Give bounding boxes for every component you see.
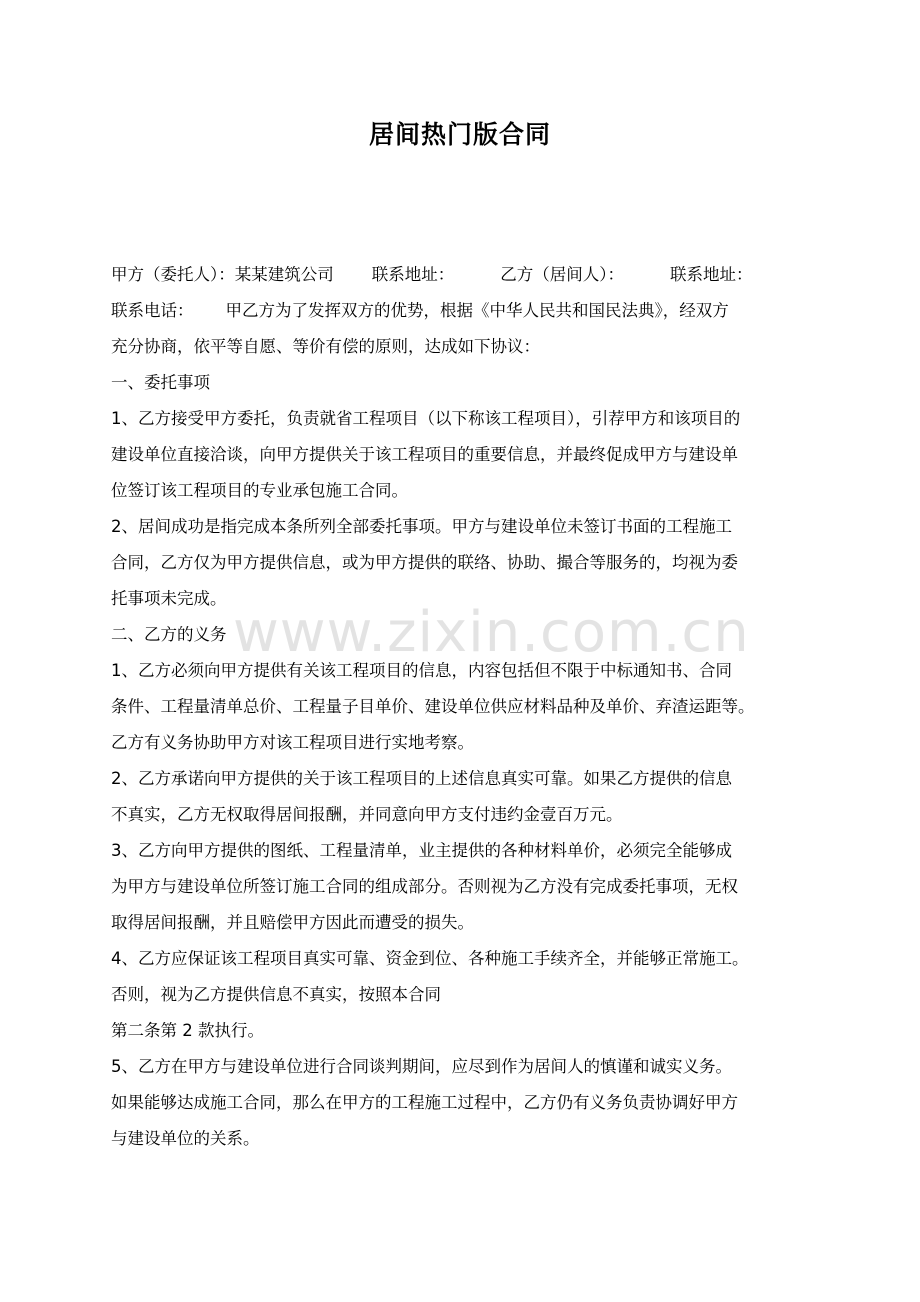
body-line: 建设单位直接洽谈，向甲方提供关于该工程项目的重要信息，并最终促成甲方与建设单 [111,445,738,464]
body-line: 托事项未完成。 [111,589,227,608]
party-a-label: 甲方（委托人）：某某建筑公司 [111,265,334,284]
phone-label: 联系电话： [111,301,194,320]
body-line: 充分协商，依平等自愿、等价有偿的原则，达成如下协议： [111,337,540,356]
body-line: 为甲方与建设单位所签订施工合同的组成部分。否则视为乙方没有完成委托事项，无权 [111,877,738,896]
party-a-address-label: 联系地址： [371,265,455,284]
body-line: 第二条第 2 款执行。 [111,1021,264,1040]
body-line: 条件、工程量清单总价、工程量子目单价、建设单位供应材料品种及单价、弃渣运距等。 [111,697,755,716]
party-b-label: 乙方（居间人）： [500,265,624,284]
body-line: 2、居间成功是指完成本条所列全部委托事项。甲方与建设单位未签订书面的工程施工 [111,517,732,536]
body-line: 合同，乙方仅为甲方提供信息，或为甲方提供的联络、协助、撮合等服务的，均视为委 [111,553,738,572]
contract-body [111,257,827,1157]
body-line: 1、乙方接受甲方委托，负责就省工程项目（以下称该工程项目），引荐甲方和该项目的 [111,409,741,428]
watermark: www.zixin.com.cn [233,600,750,665]
body-line: 如果能够达成施工合同，那么在甲方的工程施工过程中，乙方仍有义务负责协调好甲方 [111,1093,738,1112]
body-line: 5、乙方在甲方与建设单位进行合同谈判期间，应尽到作为居间人的慎谨和诚实义务。 [111,1057,732,1076]
body-line: 取得居间报酬，并且赔偿甲方因此而遭受的损失。 [111,913,474,932]
party-info-line [111,257,827,293]
section-heading: 二、乙方的义务 [111,625,227,644]
body-line: 乙方有义务协助甲方对该工程项目进行实地考察。 [111,733,474,752]
phone-intro-line [111,293,827,329]
document-title: 居间热门版合同 [368,120,551,149]
party-b-address-label: 联系地址： [670,265,753,284]
body-line: 不真实，乙方无权取得居间报酬，并同意向甲方支付违约金壹百万元。 [111,805,623,824]
body-line: 3、乙方向甲方提供的图纸、工程量清单，业主提供的各种材料单价，必须完全能够成 [111,841,732,860]
intro-text: 甲乙方为了发挥双方的优势，根据《中华人民共和国民法典》，经双方 [225,301,729,320]
body-line: 位签订该工程项目的专业承包施工合同。 [111,481,408,500]
section-heading: 一、委托事项 [111,373,210,392]
body-line: 否则，视为乙方提供信息不真实，按照本合同 [111,985,441,1004]
body-line: 4、乙方应保证该工程项目真实可靠、资金到位、各种施工手续齐全，并能够正常施工。 [111,949,749,968]
body-line: 2、乙方承诺向甲方提供的关于该工程项目的上述信息真实可靠。如果乙方提供的信息 [111,769,732,788]
body-line: 1、乙方必须向甲方提供有关该工程项目的信息，内容包括但不限于中标通知书、合同 [111,661,732,680]
body-line: 与建设单位的关系。 [111,1129,260,1148]
